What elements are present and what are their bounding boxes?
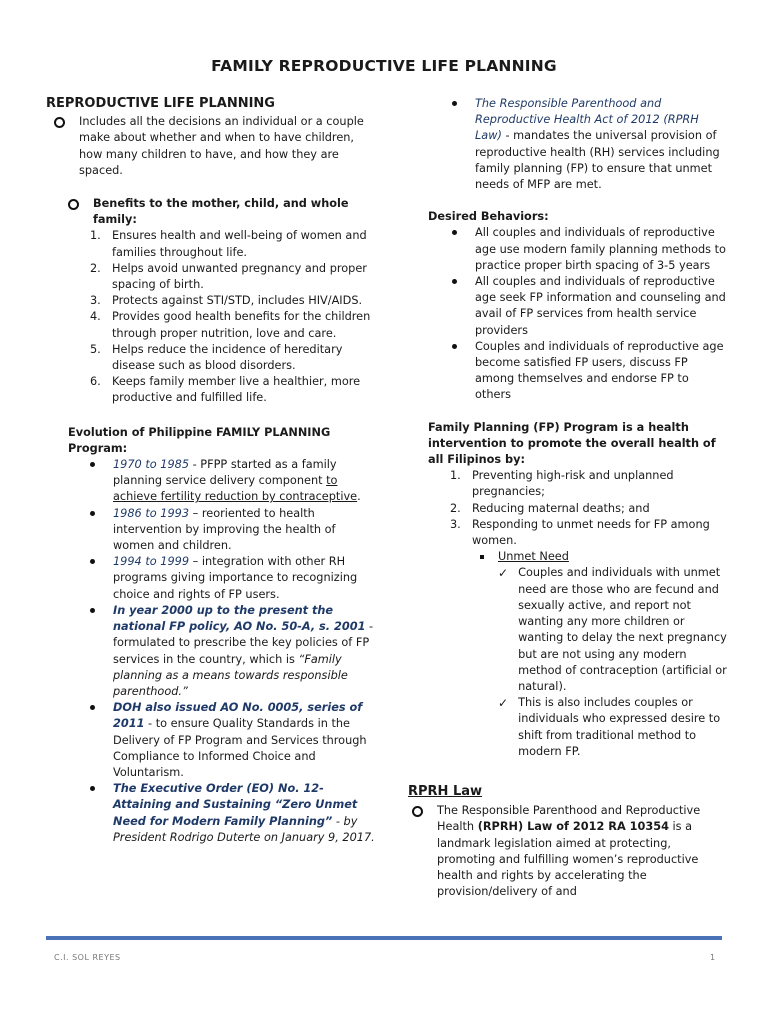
checkmark-icon: ✓ [498, 566, 509, 581]
bullet-icon [90, 511, 95, 516]
right-column [408, 96, 728, 900]
footer-author: C.I. SOL REYES [54, 953, 121, 962]
evolution-list [90, 457, 376, 846]
benefits-list [90, 228, 376, 406]
list-item: 1. Preventing high-risk and unplanned pregnancies; [450, 469, 674, 499]
list-item: 6. Keeps family member live a healthier, more productive and fulfilled life. [90, 375, 361, 405]
list-item: 1986 to 1993 – reoriented to health intervention by improving the health of women and children. [90, 506, 376, 555]
bullet-icon [90, 559, 95, 564]
fp-program-heading: Family Planning (FP) Program is a health intervention to promote the overall health of all Filipinos by: [428, 420, 716, 467]
list-item: 4. Provides good health benefits for the children through proper nutrition, love and care. [90, 310, 371, 340]
bullet-icon [90, 705, 95, 710]
list-item: 5. Helps reduce the incidence of hereditary disease such as blood disorders. [90, 342, 343, 373]
checkmark-icon: ✓ [498, 696, 509, 711]
intro-text: Includes all the decisions an individual or a couple make about whether and when to have children, how many children to have, and how they are spaced. [79, 115, 364, 177]
list-item: 2. Helps avoid unwanted pregnancy and proper spacing of birth. [90, 261, 367, 292]
rprh-law-section [408, 784, 728, 900]
list-item: 1. Ensures health and well-being of women and families throughout life. [90, 229, 367, 259]
list-item: 3. Protects against STI/STD, includes HIV/AIDS. [90, 294, 363, 308]
list-item: The Responsible Parenthood and Reproductive Health Act of 2012 (RPRH Law) - mandates the universal provision of reproductive health (RH) services including family planning (FP) to ensure that unmet needs of MFP are met. [452, 96, 728, 193]
unmet-need-list [498, 565, 728, 759]
bullet-icon [90, 608, 95, 613]
left-column [46, 96, 376, 846]
square-bullet-icon [480, 555, 484, 559]
desired-behaviors-heading: Desired Behaviors: [428, 210, 549, 224]
bullet-icon [452, 230, 457, 235]
page-number: 1 [710, 953, 716, 962]
fp-program-list [450, 468, 728, 549]
list-item: All couples and individuals of reproductive age seek FP information and counseling and avail of FP services from health service providers [452, 274, 728, 339]
bullet-icon [90, 786, 95, 791]
list-item: All couples and individuals of reproductive age use modern family planning methods to practice proper birth spacing of 3-5 years [452, 225, 728, 274]
circle-bullet-icon [68, 199, 79, 210]
list-item [54, 114, 376, 179]
list-item: DOH also issued AO No. 0005, series of 2011 - to ensure Quality Standards in the Delivery of FP Program and Services through Compliance to Informed Choice and Voluntarism. [90, 700, 376, 781]
footer-rule [46, 936, 722, 940]
bullet-icon [452, 101, 457, 106]
bullet-icon [90, 462, 95, 467]
bullet-icon [452, 279, 457, 284]
benefits-heading: Benefits to the mother, child, and whole family: [93, 197, 349, 227]
circle-bullet-icon [412, 806, 423, 817]
list-item: 1970 to 1985 - PFPP started as a family planning service delivery component to achieve fertility reduction by contraceptive. [90, 457, 376, 506]
circle-bullet-icon [54, 117, 65, 128]
desired-behaviors-list [452, 225, 728, 403]
list-item: Couples and individuals of reproductive age become satisfied FP users, discuss FP among themselves and endorse FP to others [452, 339, 728, 404]
unmet-need-label: Unmet Need [498, 550, 569, 564]
list-item: The Executive Order (EO) No. 12- Attaining and Sustaining “Zero Unmet Need for Modern Family Planning” - by President Rodrigo Duterte on January 9, 2017. [90, 781, 376, 846]
list-item: 2. Reducing maternal deaths; and [450, 501, 650, 515]
list-item: In year 2000 up to the present the national FP policy, AO No. 50-A, s. 2001 - formulated to prescribe the key policies of FP services in the country, which is “Family planning as a means towards responsible parenthood.” [90, 603, 376, 700]
bullet-icon [452, 344, 457, 349]
page-title: FAMILY REPRODUCTIVE LIFE PLANNING [211, 57, 557, 75]
list-item: 3. Responding to unmet needs for FP among women. [450, 517, 710, 548]
list-item [68, 196, 376, 228]
list-item: 1994 to 1999 – integration with other RH programs giving importance to recognizing choice and rights of FP users. [90, 554, 376, 603]
evolution-heading: Evolution of Philippine FAMILY PLANNING Program: [68, 425, 331, 455]
list-item: ✓ This is also includes couples or individuals who expressed desire to shift from traditional method to modern FP. [498, 696, 721, 758]
unmet-need-item [480, 549, 728, 565]
list-item: The Responsible Parenthood and Reproductive Health (RPRH) Law of 2012 RA 10354 is a landmark legislation aimed at protecting, promoting and fulfilling women’s reproductive health and rights by accelerating the provision/delivery of and [412, 803, 728, 900]
list-item: ✓ Couples and individuals with unmet need are those who are fecund and sexually active, and report not wanting any more children or wanting to delay the next pregnancy but are not using any modern method of contraception (artificial or natural). [498, 566, 727, 693]
section-heading-reproductive-life-planning: REPRODUCTIVE LIFE PLANNING [46, 96, 275, 111]
rprh-law-heading: RPRH Law [408, 783, 483, 799]
